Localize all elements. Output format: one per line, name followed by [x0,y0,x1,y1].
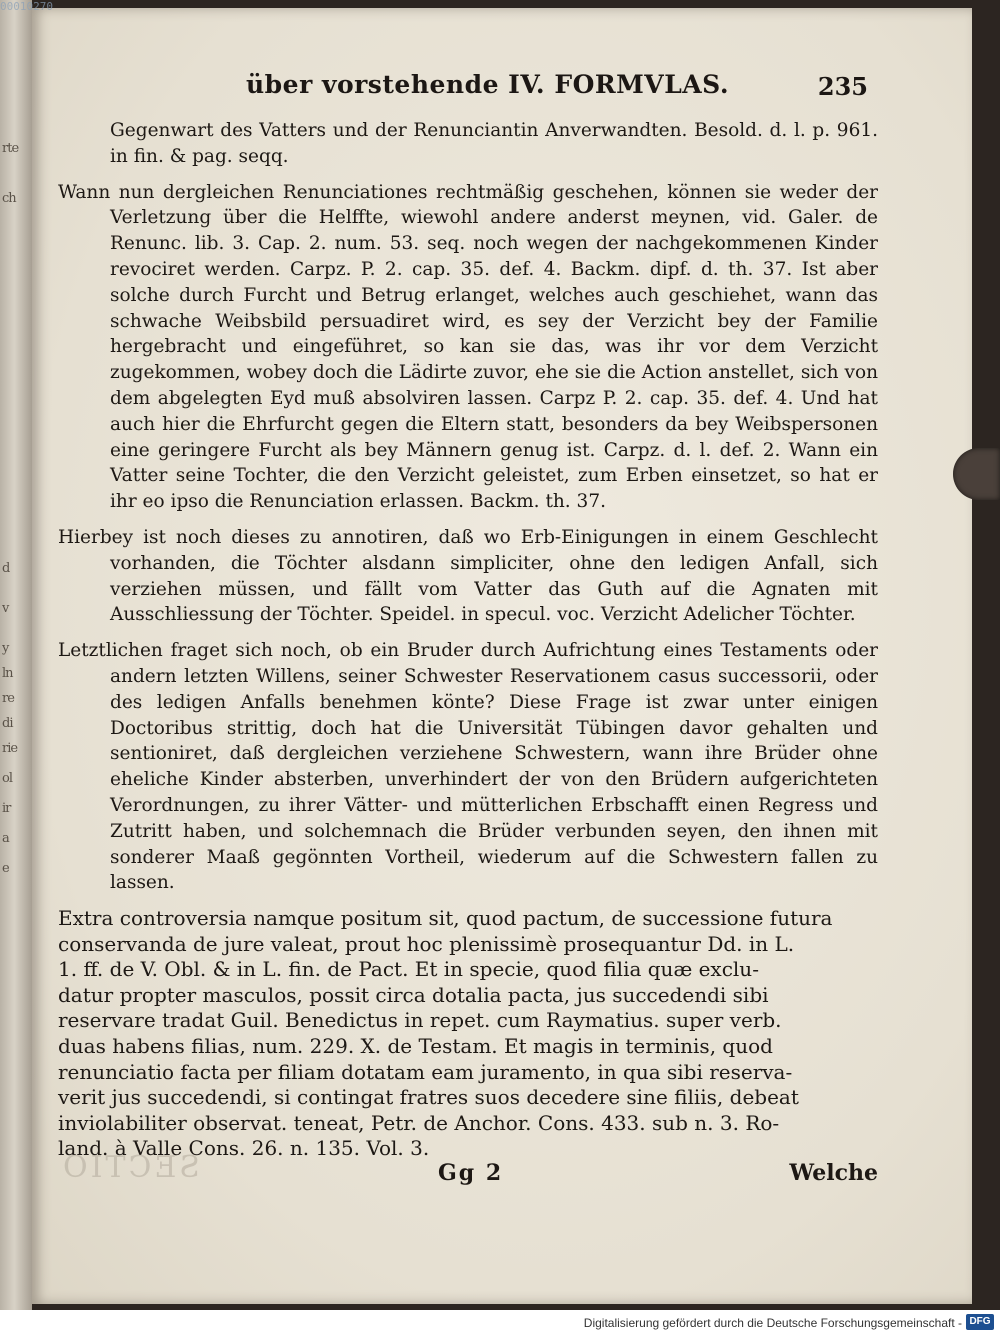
margin-fragment: ch [2,191,16,206]
latin-line: reservare tradat Guil. Benedictus in repet. cum Raymatius. super verb. [58,1008,782,1033]
paragraph: Letztlichen fraget sich noch, ob ein Bruder durch Aufrichtung eines Testaments oder andern letzten Willens, seiner Schwester Reservationem casus successorii, oder des ledigen Anfalls benehmen könte? Diese Frage ist zwar unter einigen Doctoribus strittig, doch hat die Universität Tübingen davor gehalten und sentioniret, daß dergleichen verziehene Schwestern, wann ihre Brüder ohne eheliche Kinder absterben, unverhindert der von den Brüdern aufgerichteten Verordnungen, zu ihrer Vätter- und mütterlichen Erbschafft einen Regress und Zutritt haben, und solchemnach die Brüder verbunden seyen, den ihnen mit sonderer Maaß gegönnten Vortheil, wiederum auf die Schwestern fallen zu lassen. [58,640,878,894]
margin-fragment: rte [2,141,19,156]
scan-id-label: 00010270 [0,0,53,13]
margin-fragment: a [2,831,9,846]
latin-line: land. à Valle Cons. 26. n. 135. Vol. 3. [58,1136,430,1161]
margin-fragment: di [2,716,13,731]
page-tab-notch [953,448,1000,500]
latin-line: renunciatio facta per filiam dotatam eam juramento, in qua sibi reserva- [58,1059,793,1084]
dfg-logo-icon: DFG [966,1314,994,1330]
margin-fragment: rie [2,741,18,756]
signature-mark: Gg 2 [438,1160,504,1186]
catchword: Welche [789,1160,878,1186]
paragraph: Hierbey ist noch dieses zu annotiren, daß wo Erb-Einigungen in einem Geschlecht vorhanden, die Töchter alsdann simpliciter, ohne den ledigen Anfall, sich verziehen müssen, und fällt vom Vatter das Guth auf die Agnaten mit Ausschliessung der Töchter. Speidel. in specul. voc. Verzicht Adelicher Töchter. [58,526,878,626]
margin-fragment: ol [2,771,12,786]
running-title: über vorstehende IV. FORMVLAS. [246,70,730,99]
body-text [58,118,878,1172]
running-header [208,70,888,110]
paragraph: Wann nun dergleichen Renunciationes rechtmäßig geschehen, können sie weder der Verletzung über die Helffte, wiewohl andere anderst meynen, vid. Galer. de Renunc. lib. 3. Cap. 2. num. 53. seq. noch wegen der nachgekommenen Kinder revociret werden. Carpz. P. 2. cap. 35. def. 4. Backm. dipf. d. th. 37. Ist aber solche durch Furcht und Betrug erlanget, welches auch geschiehet, wann das schwache Weibsbild persuadiret wird, es sey der Verzicht bey der Familie hergebracht und eingeführet, so kan sie das, was ihr vor dem Verzicht zugekommen, wobey doch die Lädirte zuvor, ehe sie die Action anstellet, sich von dem abgelegten Eyd muß absolviren lassen. Carpz P. 2. cap. 35. def. 4. Und hat auch hier die Ehrfurcht gegen die Eltern statt, besonders da bey Weibspersonen eine geringere Furcht als bey Männern genug ist. Carpz. d. l. def. 2. Wann ein Vatter seine Tochter, die den Verzicht geleistet, zum Erben einsetzet, so hat er ihr eo ipso die Renunciation erlassen. Backm. th. 37. [58,181,878,513]
latin-line: 1. ff. de V. Obl. & in L. fin. de Pact. Et in specie, quod filia quæ exclu- [58,957,759,982]
page-number: 235 [817,72,868,101]
previous-page-edge [0,0,32,1310]
margin-fragment: re [2,691,14,706]
credit-bar [0,1310,1000,1336]
latin-line: duas habens filias, num. 229. X. de Testam. Et magis in terminis, quod [58,1034,773,1059]
latin-paragraph [58,906,878,1162]
credit-text: Digitalisierung gefördert durch die Deutsche Forschungsgemeinschaft - [583,1316,962,1330]
latin-line: datur propter masculos, possit circa dotalia pacta, jus succedendi sibi [58,982,769,1007]
margin-fragment: v [2,601,9,616]
latin-line: conservanda de jure valeat, prout hoc plenissimè prosequantur Dd. in L. [58,931,795,956]
latin-line: inviolabiliter observat. teneat, Petr. de Anchor. Cons. 433. sub n. 3. Ro- [58,1110,780,1135]
margin-fragment: d [2,561,10,576]
margin-fragment: ln [2,666,13,681]
page-footer [58,1160,878,1196]
margin-fragment: e [2,861,9,876]
paragraph: Gegenwart des Vatters und der Renunciantin Anverwandten. Besold. d. l. p. 961. in fin. & pag. seqq. [110,120,878,167]
margin-fragment: y [2,641,9,656]
bleed-through-text: SECTIO [60,1150,200,1185]
latin-line: Extra controversia namque positum sit, quod pactum, de successione futura [58,906,833,931]
latin-line: verit jus succedendi, si contingat fratres suos decedere sine filiis, debeat [58,1085,799,1110]
margin-fragment: ir [2,801,11,816]
